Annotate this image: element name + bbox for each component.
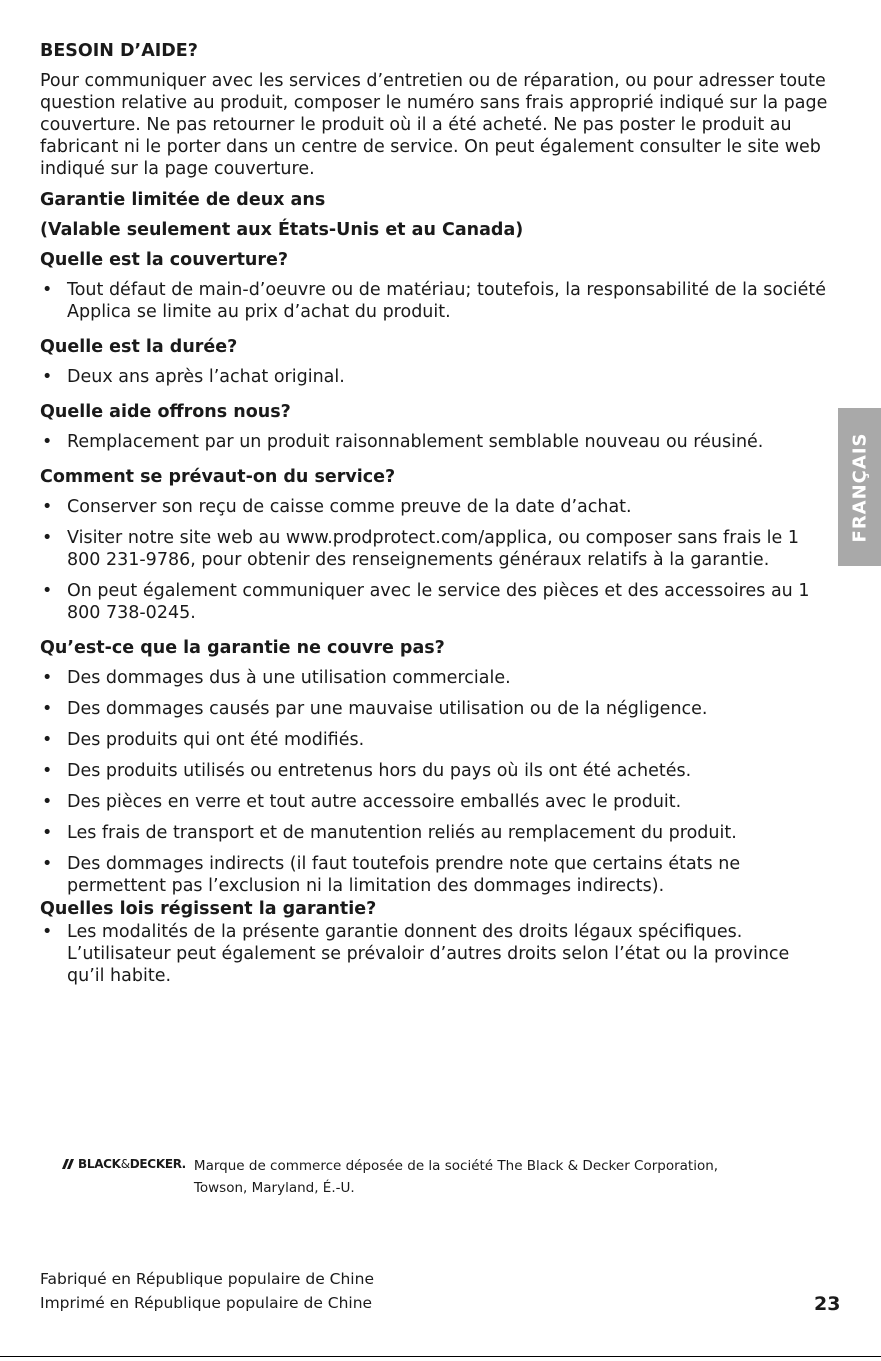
list-item: • Tout défaut de main-d’oeuvre ou de matériau; toutefois, la responsabilité de la société Applica se limite au prix d’achat du produit. — [40, 279, 830, 323]
list-item: • Des dommages causés par une mauvaise utilisation ou de la négligence. — [40, 698, 830, 720]
footer-line-2: Imprimé en République populaire de Chine — [40, 1294, 373, 1312]
page-number: 23 — [814, 1293, 841, 1315]
service-list — [40, 496, 830, 624]
trademark-line-1: Marque de commerce déposée de la société The Black & Decker Corporation, — [193, 1158, 719, 1174]
duration-list — [40, 366, 830, 388]
warranty-title: Garantie limitée de deux ans — [40, 190, 326, 210]
list-item: • Des produits qui ont été modifiés. — [40, 729, 830, 751]
hexagon-logo-icon — [62, 1159, 76, 1169]
page-title: BESOIN D’AIDE? — [40, 41, 198, 61]
section-heading-help: Quelle aide offrons nous? — [40, 402, 291, 422]
exclusions-list — [40, 667, 830, 897]
list-item: • Conserver son reçu de caisse comme preuve de la date d’achat. — [40, 496, 830, 518]
list-item: • Les modalités de la présente garantie donnent des droits légaux spécifiques. L’utilisateur peut également se prévaloir d’autres droits selon l’état ou la province qu’il habite. — [40, 921, 830, 987]
list-item: • Deux ans après l’achat original. — [40, 366, 830, 388]
section-heading-coverage: Quelle est la couverture? — [40, 250, 289, 270]
warranty-scope: (Valable seulement aux États-Unis et au Canada) — [40, 220, 524, 240]
list-item: • On peut également communiquer avec le service des pièces et des accessoires au 1 800 738-0245. — [40, 580, 830, 624]
trademark-text — [194, 1155, 718, 1199]
list-item: • Visiter notre site web au www.prodprotect.com/applica, ou composer sans frais le 1 800 231-9786, pour obtenir des renseignements généraux relatifs à la garantie. — [40, 527, 830, 571]
warranty-content — [40, 36, 830, 996]
manufacturing-footer — [40, 1267, 374, 1315]
laws-list — [40, 921, 830, 987]
section-heading-laws: Quelles lois régissent la garantie? — [40, 899, 377, 919]
brand-logo-text-1: BLACK — [78, 1157, 121, 1171]
brand-logo-suffix: . — [181, 1157, 186, 1171]
list-item: • Des produits utilisés ou entretenus hors du pays où ils ont été achetés. — [40, 760, 830, 782]
trademark-notice — [62, 1155, 718, 1199]
brand-logo — [62, 1155, 186, 1171]
list-item: • Des pièces en verre et tout autre accessoire emballés avec le produit. — [40, 791, 830, 813]
trademark-line-2: Towson, Maryland, É.-U. — [193, 1180, 355, 1196]
brand-logo-amp: & — [120, 1157, 130, 1171]
language-tab-label: FRANÇAIS — [849, 432, 871, 542]
bottom-divider — [0, 1356, 881, 1357]
footer-line-1: Fabriqué en République populaire de Chine — [40, 1270, 374, 1288]
help-list — [40, 431, 830, 453]
section-heading-duration: Quelle est la durée? — [40, 337, 238, 357]
section-heading-service: Comment se prévaut-on du service? — [40, 467, 396, 487]
brand-logo-text-2: DECKER — [129, 1157, 182, 1171]
list-item: • Les frais de transport et de manutention reliés au remplacement du produit. — [40, 822, 830, 844]
coverage-list — [40, 279, 830, 323]
language-tab — [838, 408, 881, 566]
list-item: • Des dommages dus à une utilisation commerciale. — [40, 667, 830, 689]
list-item: • Remplacement par un produit raisonnablement semblable nouveau ou réusiné. — [40, 431, 830, 453]
intro-paragraph: Pour communiquer avec les services d’entretien ou de réparation, ou pour adresser toute question relative au produit, composer le numéro sans frais approprié indiqué sur la page couverture. Ne pas retourner le produit où il a été acheté. Ne pas poster le produit au fabricant ni le porter dans un centre de service. On peut également consulter le site web indiqué sur la page couverture. — [40, 71, 828, 179]
section-heading-exclusions: Qu’est-ce que la garantie ne couvre pas? — [40, 638, 445, 658]
list-item: • Des dommages indirects (il faut toutefois prendre note que certains états ne permettent pas l’exclusion ni la limitation des dommages indirects). — [40, 853, 830, 897]
